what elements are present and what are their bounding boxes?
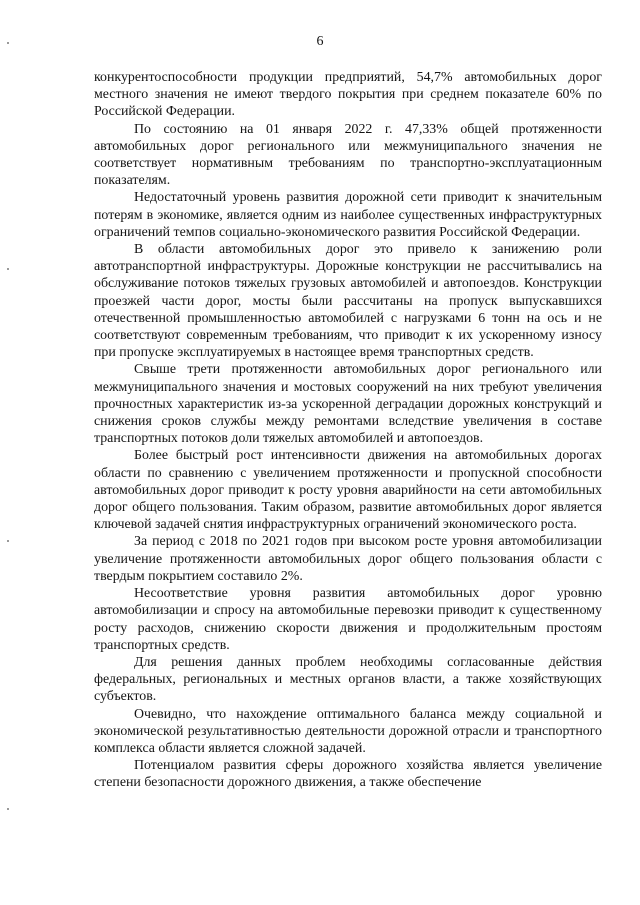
scan-margin-mark [7, 540, 9, 542]
paragraph: Более быстрый рост интенсивности движения на автомобильных дорогах области по сравнению с увеличением протяженности и пропускной способности автомобильных дорог приводит к росту уровня аварийности на сети автомобильных дорог общего пользования. Таким образом, развитие автомобильных дорог является ключевой задачей снятия инфраструктурных ограничений экономического роста. [94, 448, 602, 533]
paragraph: Свыше трети протяженности автомобильных дорог регионального или межмуниципального значения и мостовых сооружений на них требуют увеличения прочностных характеристик из-за ускоренной деградации дорожных конструкций и снижения сроков службы между ремонтами вследствие увеличения в составе транспортных потоков доли тяжелых автомобилей и автопоездов. [94, 362, 602, 447]
scan-margin-mark [7, 268, 9, 270]
scan-margin-mark [7, 808, 9, 810]
paragraph: Недостаточный уровень развития дорожной сети приводит к значительным потерям в экономике, является одним из наиболее существенных инфраструктурных ограничений темпов социально-экономического развития Российской Федерации. [94, 190, 602, 240]
paragraph: Для решения данных проблем необходимы согласованные действия федеральных, региональных и местных органов власти, а также хозяйствующих субъектов. [94, 654, 602, 705]
scan-margin-mark [7, 42, 9, 44]
paragraph: Потенциалом развития сферы дорожного хозяйства является увеличение степени безопасности дорожного движения, а также обеспечение [94, 758, 602, 791]
paragraph: В области автомобильных дорог это привело к занижению роли автотранспортной инфраструктуры. Дорожные конструкции не рассчитывались на обслуживание потоков тяжелых грузовых автомобилей и автопоездов. Конструкции проезжей части дорог, мосты были рассчитаны на пропуск выпускавшихся отечественной промышленностью автомобилей с нагрузками 6 тонн на ось и не соответствуют современным требованиям, что приводит к их ускоренному износу при пропуске эксплуатируемых в настоящее время транспортных средств. [94, 242, 602, 361]
paragraph: Несоответствие уровня развития автомобильных дорог уровню автомобилизации и спросу на автомобильные перевозки приводит к существенному росту расходов, снижению скорости движения и продолжительным простоям транспортных средств. [94, 586, 602, 653]
page-number: 6 [316, 34, 324, 49]
paragraph: Очевидно, что нахождение оптимального баланса между социальной и экономической результативностью деятельности дорожной отрасли и транспортного комплекса области является сложной задачей. [94, 706, 602, 756]
paragraph: По состоянию на 01 января 2022 г. 47,33% общей протяженности автомобильных дорог регионального или межмуниципального значения не соответствует нормативным требованиям по транспортно-эксплуатационным показателям. [94, 121, 602, 189]
paragraph: За период с 2018 по 2021 годов при высоком росте уровня автомобилизации увеличение протяженности автомобильных дорог общего пользования области с твердым покрытием составило 2%. [94, 534, 602, 584]
paragraph: конкурентоспособности продукции предприятий, 54,7% автомобильных дорог местного значения не имеют твердого покрытия при среднем показателе 60% по Российской Федерации. [94, 70, 602, 120]
body-text [94, 69, 602, 792]
